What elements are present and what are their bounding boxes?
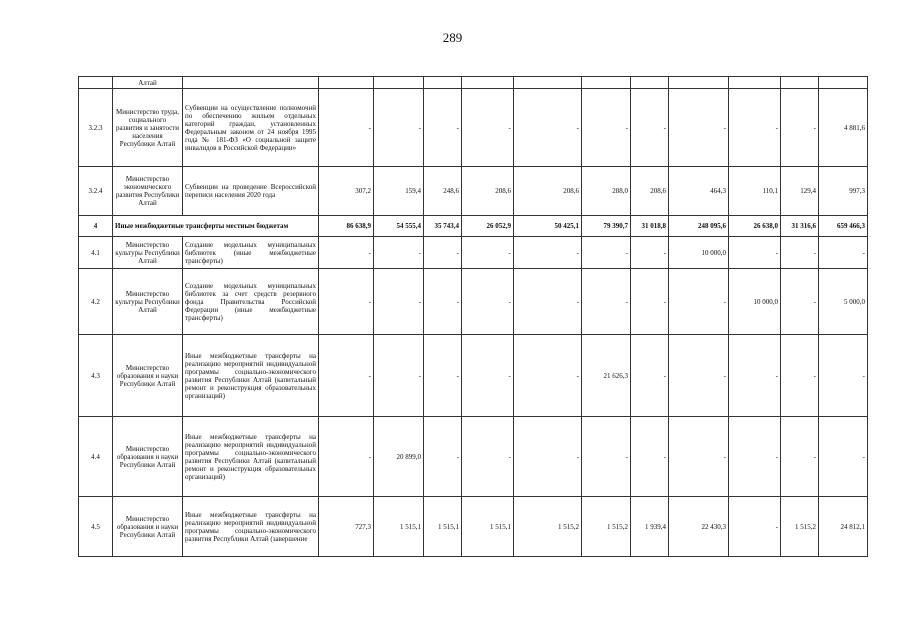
- value-cell: -: [631, 237, 669, 269]
- value-cell: 35 743,4: [424, 216, 462, 237]
- value-cell: -: [819, 417, 868, 497]
- value-cell: -: [582, 417, 631, 497]
- value-cell: -: [781, 335, 819, 417]
- value-cell: -: [669, 417, 729, 497]
- organization-cell: Министерство образования и науки Республики Алтай: [113, 417, 183, 497]
- value-cell: 1 515,2: [582, 497, 631, 557]
- row-number-cell: 4.2: [79, 269, 113, 335]
- value-cell: 1 515,1: [374, 497, 424, 557]
- value-cell: -: [462, 417, 514, 497]
- organization-cell: Министерство культуры Республики Алтай: [113, 237, 183, 269]
- value-cell: -: [424, 335, 462, 417]
- value-cell: 1 515,1: [424, 497, 462, 557]
- value-cell: 208,6: [631, 167, 669, 216]
- value-cell: [319, 77, 374, 89]
- row-number-cell: 4.5: [79, 497, 113, 557]
- value-cell: -: [424, 89, 462, 167]
- value-cell: -: [462, 335, 514, 417]
- value-cell: [514, 77, 582, 89]
- value-cell: -: [819, 335, 868, 417]
- value-cell: 50 425,1: [514, 216, 582, 237]
- value-cell: [781, 77, 819, 89]
- description-cell: [183, 77, 319, 89]
- value-cell: -: [819, 237, 868, 269]
- description-cell: Создание модельных муниципальных библиотек (иные межбюджетные трансферты): [183, 237, 319, 269]
- value-cell: 79 390,7: [582, 216, 631, 237]
- value-cell: [819, 77, 868, 89]
- value-cell: -: [514, 335, 582, 417]
- value-cell: [669, 77, 729, 89]
- value-cell: -: [514, 269, 582, 335]
- row-number-cell: 4.4: [79, 417, 113, 497]
- value-cell: -: [514, 417, 582, 497]
- table-row: [79, 497, 868, 557]
- value-cell: -: [374, 237, 424, 269]
- table-row: [79, 237, 868, 269]
- value-cell: 10 000,0: [669, 237, 729, 269]
- page-number: 289: [442, 30, 463, 45]
- description-cell: Субвенции на проведение Всероссийской переписи населения 2020 года: [183, 167, 319, 216]
- value-cell: -: [631, 269, 669, 335]
- value-cell: 1 515,1: [462, 497, 514, 557]
- row-number-cell: 4: [79, 216, 113, 237]
- organization-cell: Министерство образования и науки Республики Алтай: [113, 497, 183, 557]
- table-row: [79, 335, 868, 417]
- value-cell: 727,3: [319, 497, 374, 557]
- value-cell: 248 095,6: [669, 216, 729, 237]
- table-row: [79, 269, 868, 335]
- budget-table: [78, 76, 868, 557]
- table-row: [79, 167, 868, 216]
- table-row: [79, 417, 868, 497]
- value-cell: -: [424, 237, 462, 269]
- value-cell: [582, 77, 631, 89]
- value-cell: 20 899,0: [374, 417, 424, 497]
- value-cell: -: [781, 417, 819, 497]
- value-cell: 464,3: [669, 167, 729, 216]
- value-cell: -: [374, 335, 424, 417]
- value-cell: -: [319, 89, 374, 167]
- value-cell: 10 000,0: [729, 269, 781, 335]
- value-cell: -: [462, 89, 514, 167]
- row-number-cell: 4.3: [79, 335, 113, 417]
- value-cell: -: [462, 237, 514, 269]
- row-number-cell: 3.2.4: [79, 167, 113, 216]
- value-cell: -: [514, 89, 582, 167]
- value-cell: 86 638,9: [319, 216, 374, 237]
- organization-cell: Министерство культуры Республики Алтай: [113, 269, 183, 335]
- value-cell: 22 430,3: [669, 497, 729, 557]
- value-cell: [374, 77, 424, 89]
- value-cell: 1 515,2: [514, 497, 582, 557]
- value-cell: -: [729, 335, 781, 417]
- value-cell: -: [631, 335, 669, 417]
- value-cell: 1 515,2: [781, 497, 819, 557]
- value-cell: 110,1: [729, 167, 781, 216]
- table-row: [79, 89, 868, 167]
- value-cell: -: [424, 269, 462, 335]
- value-cell: -: [319, 237, 374, 269]
- value-cell: -: [669, 269, 729, 335]
- description-cell: Иные межбюджетные трансферты на реализацию мероприятий индивидуальной программы социально-экономического развития Республики Алтай (завершение: [183, 497, 319, 557]
- organization-cell: Министерство экономического развития Республики Алтай: [113, 167, 183, 216]
- value-cell: -: [729, 417, 781, 497]
- organization-cell: Алтай: [113, 77, 183, 89]
- value-cell: -: [729, 89, 781, 167]
- value-cell: 24 812,1: [819, 497, 868, 557]
- table-body: [79, 77, 868, 557]
- value-cell: -: [462, 269, 514, 335]
- description-cell: Иные межбюджетные трансферты на реализацию мероприятий индивидуальной программы социально-экономического развития Республики Алтай (капитальный ремонт и реконструкция образовательных организаций): [183, 417, 319, 497]
- value-cell: 26 052,9: [462, 216, 514, 237]
- value-cell: 129,4: [781, 167, 819, 216]
- value-cell: 1 939,4: [631, 497, 669, 557]
- value-cell: 5 000,0: [819, 269, 868, 335]
- value-cell: -: [319, 417, 374, 497]
- value-cell: 26 638,0: [729, 216, 781, 237]
- value-cell: 31 316,6: [781, 216, 819, 237]
- value-cell: 307,2: [319, 167, 374, 216]
- value-cell: 288,0: [582, 167, 631, 216]
- value-cell: -: [781, 89, 819, 167]
- value-cell: [462, 77, 514, 89]
- value-cell: 4 881,6: [819, 89, 868, 167]
- value-cell: [729, 77, 781, 89]
- table-row: [79, 216, 868, 237]
- value-cell: 31 018,8: [631, 216, 669, 237]
- description-cell: Иные межбюджетные трансферты местным бюджетам: [113, 216, 319, 237]
- description-cell: Иные межбюджетные трансферты на реализацию мероприятий индивидуальной программы социально-экономического развития Республики Алтай (капитальный ремонт и реконструкция образовательных организаций): [183, 335, 319, 417]
- description-cell: Субвенции на осуществление полномочий по обеспечению жильем отдельных категорий граждан, установленных Федеральным законом от 24 ноября 1995 года № 181-ФЗ «О социальной защите инвалидов в Российской Федерации»: [183, 89, 319, 167]
- organization-cell: Министерство образования и науки Республики Алтай: [113, 335, 183, 417]
- row-number-cell: [79, 77, 113, 89]
- value-cell: [631, 77, 669, 89]
- value-cell: -: [781, 269, 819, 335]
- value-cell: 997,3: [819, 167, 868, 216]
- value-cell: -: [374, 89, 424, 167]
- value-cell: -: [669, 335, 729, 417]
- value-cell: 248,6: [424, 167, 462, 216]
- value-cell: 159,4: [374, 167, 424, 216]
- value-cell: -: [514, 237, 582, 269]
- value-cell: -: [582, 269, 631, 335]
- value-cell: -: [424, 417, 462, 497]
- organization-cell: Министерство труда, социального развития и занятости населения Республики Алтай: [113, 89, 183, 167]
- value-cell: -: [781, 237, 819, 269]
- row-number-cell: 4.1: [79, 237, 113, 269]
- value-cell: 208,6: [462, 167, 514, 216]
- value-cell: 54 555,4: [374, 216, 424, 237]
- value-cell: -: [582, 237, 631, 269]
- value-cell: -: [374, 269, 424, 335]
- value-cell: -: [729, 497, 781, 557]
- value-cell: -: [319, 335, 374, 417]
- value-cell: 659 466,3: [819, 216, 868, 237]
- value-cell: -: [669, 89, 729, 167]
- value-cell: -: [631, 417, 669, 497]
- table-row: [79, 77, 868, 89]
- value-cell: -: [631, 89, 669, 167]
- description-cell: Создание модельных муниципальных библиотек за счет средств резервного фонда Правительства Российской Федерации (иные межбюджетные трансферты): [183, 269, 319, 335]
- value-cell: -: [729, 237, 781, 269]
- row-number-cell: 3.2.3: [79, 89, 113, 167]
- value-cell: 21 626,3: [582, 335, 631, 417]
- value-cell: 208,6: [514, 167, 582, 216]
- value-cell: -: [319, 269, 374, 335]
- value-cell: [424, 77, 462, 89]
- value-cell: -: [582, 89, 631, 167]
